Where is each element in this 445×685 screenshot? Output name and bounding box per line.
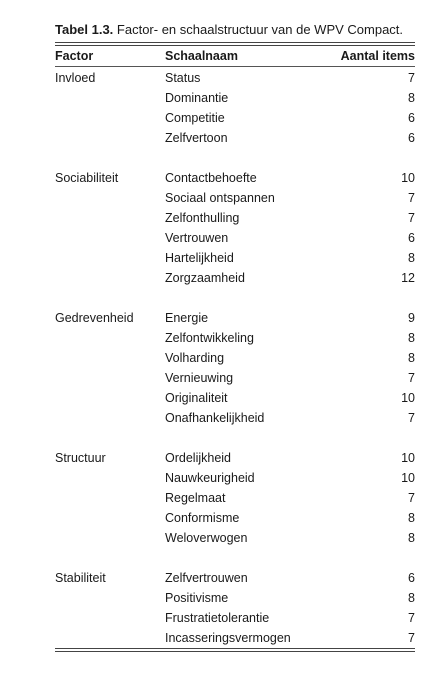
spacer-cell	[55, 428, 415, 448]
header-factor: Factor	[55, 49, 94, 63]
factor-cell	[55, 488, 165, 508]
table-row	[55, 508, 415, 528]
scale-name-cell: Zorgzaamheid	[165, 271, 245, 285]
factor-cell	[55, 468, 165, 488]
table-row	[55, 188, 415, 208]
scale-name-cell: Competitie	[165, 111, 225, 125]
item-count-cell: 10	[401, 171, 415, 185]
table-row	[55, 268, 415, 288]
table-row	[55, 308, 415, 328]
item-count-cell: 7	[408, 491, 415, 505]
factor-cell	[55, 348, 165, 368]
item-count-cell: 8	[408, 531, 415, 545]
factor-cell	[55, 228, 165, 248]
caption-label: Tabel 1.3.	[55, 22, 114, 37]
table-row	[55, 208, 415, 228]
item-count-cell: 9	[408, 311, 415, 325]
document-page	[55, 22, 415, 652]
table-row	[55, 488, 415, 508]
item-count-cell: 7	[408, 191, 415, 205]
table-row	[55, 368, 415, 388]
factor-cell	[55, 588, 165, 608]
item-count-cell: 6	[408, 111, 415, 125]
scale-name-cell: Originaliteit	[165, 391, 228, 405]
scale-name-cell: Onafhankelijkheid	[165, 411, 265, 425]
factor-cell	[55, 508, 165, 528]
item-count-cell: 10	[401, 391, 415, 405]
scale-name-cell: Incasseringsvermogen	[165, 631, 291, 645]
item-count-cell: 8	[408, 251, 415, 265]
item-count-cell: 7	[408, 611, 415, 625]
table-row	[55, 608, 415, 628]
item-count-cell: 7	[408, 371, 415, 385]
scale-name-cell: Contactbehoefte	[165, 171, 257, 185]
scale-name-cell: Zelfontwikkeling	[165, 331, 254, 345]
item-count-cell: 8	[408, 91, 415, 105]
table-row	[55, 568, 415, 588]
scale-name-cell: Dominantie	[165, 91, 229, 105]
table-row	[55, 448, 415, 468]
scale-name-cell: Conformisme	[165, 511, 240, 525]
factor-cell: Stabiliteit	[55, 571, 106, 585]
factor-cell	[55, 368, 165, 388]
table-row	[55, 88, 415, 108]
scale-name-cell: Volharding	[165, 351, 225, 365]
group-spacer	[55, 288, 415, 308]
header-items: Aantal items	[340, 49, 415, 63]
table-row	[55, 168, 415, 188]
scale-name-cell: Zelfvertoon	[165, 131, 228, 145]
factor-scale-table	[55, 46, 415, 648]
factor-cell	[55, 268, 165, 288]
table-body	[55, 67, 415, 649]
scale-name-cell: Hartelijkheid	[165, 251, 234, 265]
factor-cell	[55, 248, 165, 268]
factor-cell	[55, 88, 165, 108]
factor-cell	[55, 628, 165, 648]
scale-name-cell: Weloverwogen	[165, 531, 248, 545]
group-spacer	[55, 148, 415, 168]
scale-name-cell: Vertrouwen	[165, 231, 229, 245]
group-spacer	[55, 428, 415, 448]
scale-name-cell: Status	[165, 71, 201, 85]
scale-name-cell: Vernieuwing	[165, 371, 234, 385]
item-count-cell: 7	[408, 631, 415, 645]
table-caption	[55, 22, 415, 38]
item-count-cell: 6	[408, 231, 415, 245]
table-row	[55, 588, 415, 608]
scale-name-cell: Ordelijkheid	[165, 451, 232, 465]
item-count-cell: 8	[408, 591, 415, 605]
factor-cell	[55, 208, 165, 228]
factor-cell: Structuur	[55, 451, 106, 465]
scale-name-cell: Sociaal ontspannen	[165, 191, 275, 205]
scale-name-cell: Positivisme	[165, 591, 229, 605]
table-row	[55, 228, 415, 248]
scale-name-cell: Zelfonthulling	[165, 211, 240, 225]
factor-cell	[55, 388, 165, 408]
group-spacer	[55, 548, 415, 568]
table-row	[55, 348, 415, 368]
item-count-cell: 7	[408, 71, 415, 85]
factor-cell: Sociabiliteit	[55, 171, 119, 185]
table-row	[55, 248, 415, 268]
item-count-cell: 8	[408, 351, 415, 365]
table-row	[55, 108, 415, 128]
scale-name-cell: Frustratietolerantie	[165, 611, 270, 625]
table-row	[55, 68, 415, 88]
item-count-cell: 7	[408, 411, 415, 425]
item-count-cell: 10	[401, 451, 415, 465]
table-row	[55, 528, 415, 548]
table-row	[55, 628, 415, 648]
factor-cell	[55, 108, 165, 128]
table-row	[55, 388, 415, 408]
factor-cell	[55, 188, 165, 208]
factor-cell	[55, 128, 165, 148]
item-count-cell: 10	[401, 471, 415, 485]
table-row	[55, 468, 415, 488]
item-count-cell: 12	[401, 271, 415, 285]
factor-cell	[55, 328, 165, 348]
scale-name-cell: Regelmaat	[165, 491, 226, 505]
item-count-cell: 6	[408, 131, 415, 145]
spacer-cell	[55, 288, 415, 308]
factor-cell: Invloed	[55, 71, 96, 85]
factor-cell	[55, 608, 165, 628]
scale-name-cell: Energie	[165, 311, 209, 325]
table-row	[55, 408, 415, 428]
item-count-cell: 6	[408, 571, 415, 585]
scale-name-cell: Nauwkeurigheid	[165, 471, 255, 485]
spacer-cell	[55, 148, 415, 168]
bottom-rule	[55, 648, 415, 652]
item-count-cell: 8	[408, 331, 415, 345]
scale-name-cell: Zelfvertrouwen	[165, 571, 248, 585]
spacer-cell	[55, 548, 415, 568]
header-scale: Schaalnaam	[165, 49, 238, 63]
item-count-cell: 8	[408, 511, 415, 525]
factor-cell: Gedrevenheid	[55, 311, 134, 325]
table-row	[55, 328, 415, 348]
factor-cell	[55, 408, 165, 428]
caption-text: Factor- en schaalstructuur van de WPV Compact.	[113, 22, 404, 37]
item-count-cell: 7	[408, 211, 415, 225]
header-row	[55, 46, 415, 67]
table-row	[55, 128, 415, 148]
factor-cell	[55, 528, 165, 548]
